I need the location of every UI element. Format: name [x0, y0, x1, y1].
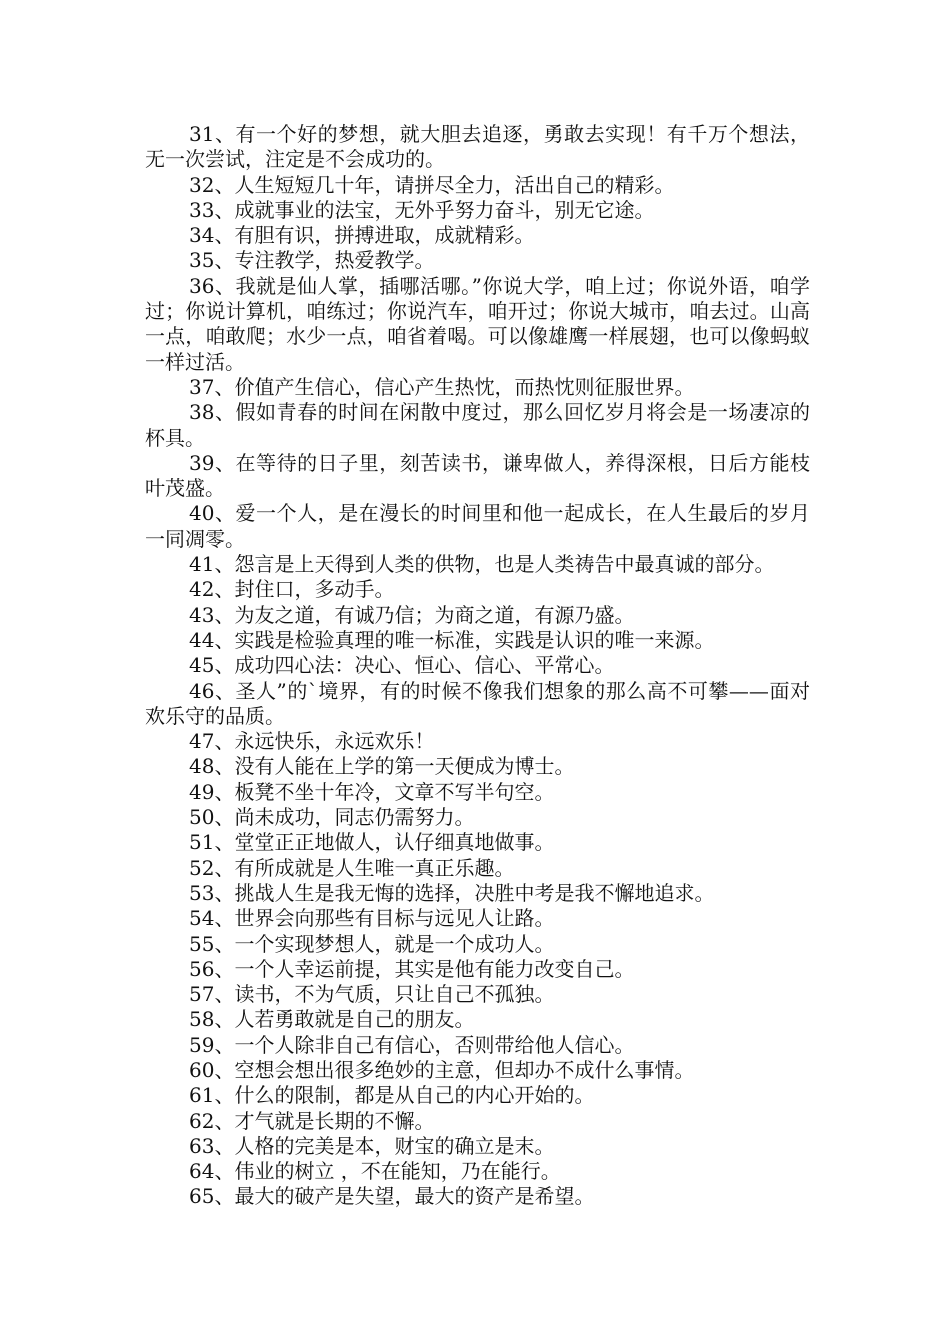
quote-paragraph: 55、一个实现梦想人，就是一个成功人。 [189, 931, 555, 956]
quote-paragraph: 53、挑战人生是我无悔的选择，决胜中考是我不懈地追求。 [189, 880, 715, 905]
quote-paragraph: 60、空想会想出很多绝妙的主意，但却办不成什么事情。 [189, 1057, 695, 1082]
quote-paragraph: 47、永远快乐，永远欢乐！ [189, 729, 435, 754]
quote-paragraph: 36、我就是仙人掌，插哪活哪。”你说大学，咱上过；你说外语，咱学过；你说计算机，咱练过；你说汽车，咱开过；你说大城市，咱去过。山高一点，咱敢爬；水少一点，咱省着喝。可以像雄鹰一样展翅，也可以像蚂蚁一样过活。 [145, 273, 810, 374]
quote-paragraph: 62、才气就是长期的不懈。 [189, 1108, 435, 1133]
quote-paragraph: 37、价值产生信心，信心产生热忱，而热忱则征服世界。 [189, 374, 695, 399]
quote-paragraph: 54、世界会向那些有目标与远见人让路。 [189, 906, 555, 931]
quote-paragraph: 49、板凳不坐十年冷，文章不写半句空。 [189, 779, 555, 804]
quote-paragraph: 59、一个人除非自己有信心，否则带给他人信心。 [189, 1032, 635, 1057]
quote-paragraph: 34、有胆有识，拼搏进取，成就精彩。 [189, 223, 535, 248]
quote-paragraph: 58、人若勇敢就是自己的朋友。 [189, 1007, 475, 1032]
quote-paragraph: 64、伟业的树立 ，不在能知，乃在能行。 [189, 1159, 561, 1184]
quote-paragraph: 40、爱一个人，是在漫长的时间里和他一起成长，在人生最后的岁月一同凋零。 [145, 501, 810, 551]
quote-paragraph: 31、有一个好的梦想，就大胆去追逐，勇敢去实现！有千万个想法，无一次尝试，注定是不会成功的。 [145, 122, 810, 172]
quote-paragraph: 38、假如青春的时间在闲散中度过，那么回忆岁月将会是一场凄凉的杯具。 [145, 400, 810, 450]
quote-paragraph: 50、尚未成功，同志仍需努力。 [189, 805, 475, 830]
quote-paragraph: 57、读书，不为气质，只让自己不孤独。 [189, 982, 555, 1007]
quote-paragraph: 45、成功四心法：决心、恒心、信心、平常心。 [189, 653, 615, 678]
quote-paragraph: 63、人格的完美是本，财宝的确立是末。 [189, 1133, 555, 1158]
quote-paragraph: 33、成就事业的法宝，无外乎努力奋斗，别无它途。 [189, 197, 655, 222]
quote-paragraph: 39、在等待的日子里，刻苦读书，谦卑做人，养得深根，日后方能枝叶茂盛。 [145, 450, 810, 501]
quote-paragraph: 42、封住口，多动手。 [189, 577, 395, 602]
quote-paragraph: 43、为友之道，有诚乃信；为商之道，有源乃盛。 [189, 602, 635, 627]
quote-paragraph: 44、实践是检验真理的唯一标准，实践是认识的唯一来源。 [189, 627, 715, 652]
quote-paragraph: 41、怨言是上天得到人类的供物，也是人类祷告中最真诚的部分。 [189, 552, 775, 577]
quote-paragraph: 35、专注教学，热爱教学。 [189, 248, 435, 273]
quote-paragraph: 52、有所成就是人生唯一真正乐趣。 [189, 855, 515, 880]
quote-paragraph: 48、没有人能在上学的第一天便成为博士。 [189, 754, 575, 779]
quote-paragraph: 46、圣人”的`境界，有的时候不像我们想象的那么高不可攀——面对欢乐守的品质。 [145, 678, 810, 728]
document-body [145, 122, 810, 1210]
quote-paragraph: 61、什么的限制，都是从自己的内心开始的。 [189, 1083, 595, 1108]
quote-paragraph: 32、人生短短几十年，请拼尽全力，活出自己的精彩。 [189, 172, 675, 197]
quote-paragraph: 51、堂堂正正地做人，认仔细真地做事。 [189, 830, 555, 855]
quote-paragraph: 65、最大的破产是失望，最大的资产是希望。 [189, 1184, 595, 1209]
quote-paragraph: 56、一个人幸运前提，其实是他有能力改变自己。 [189, 956, 635, 981]
